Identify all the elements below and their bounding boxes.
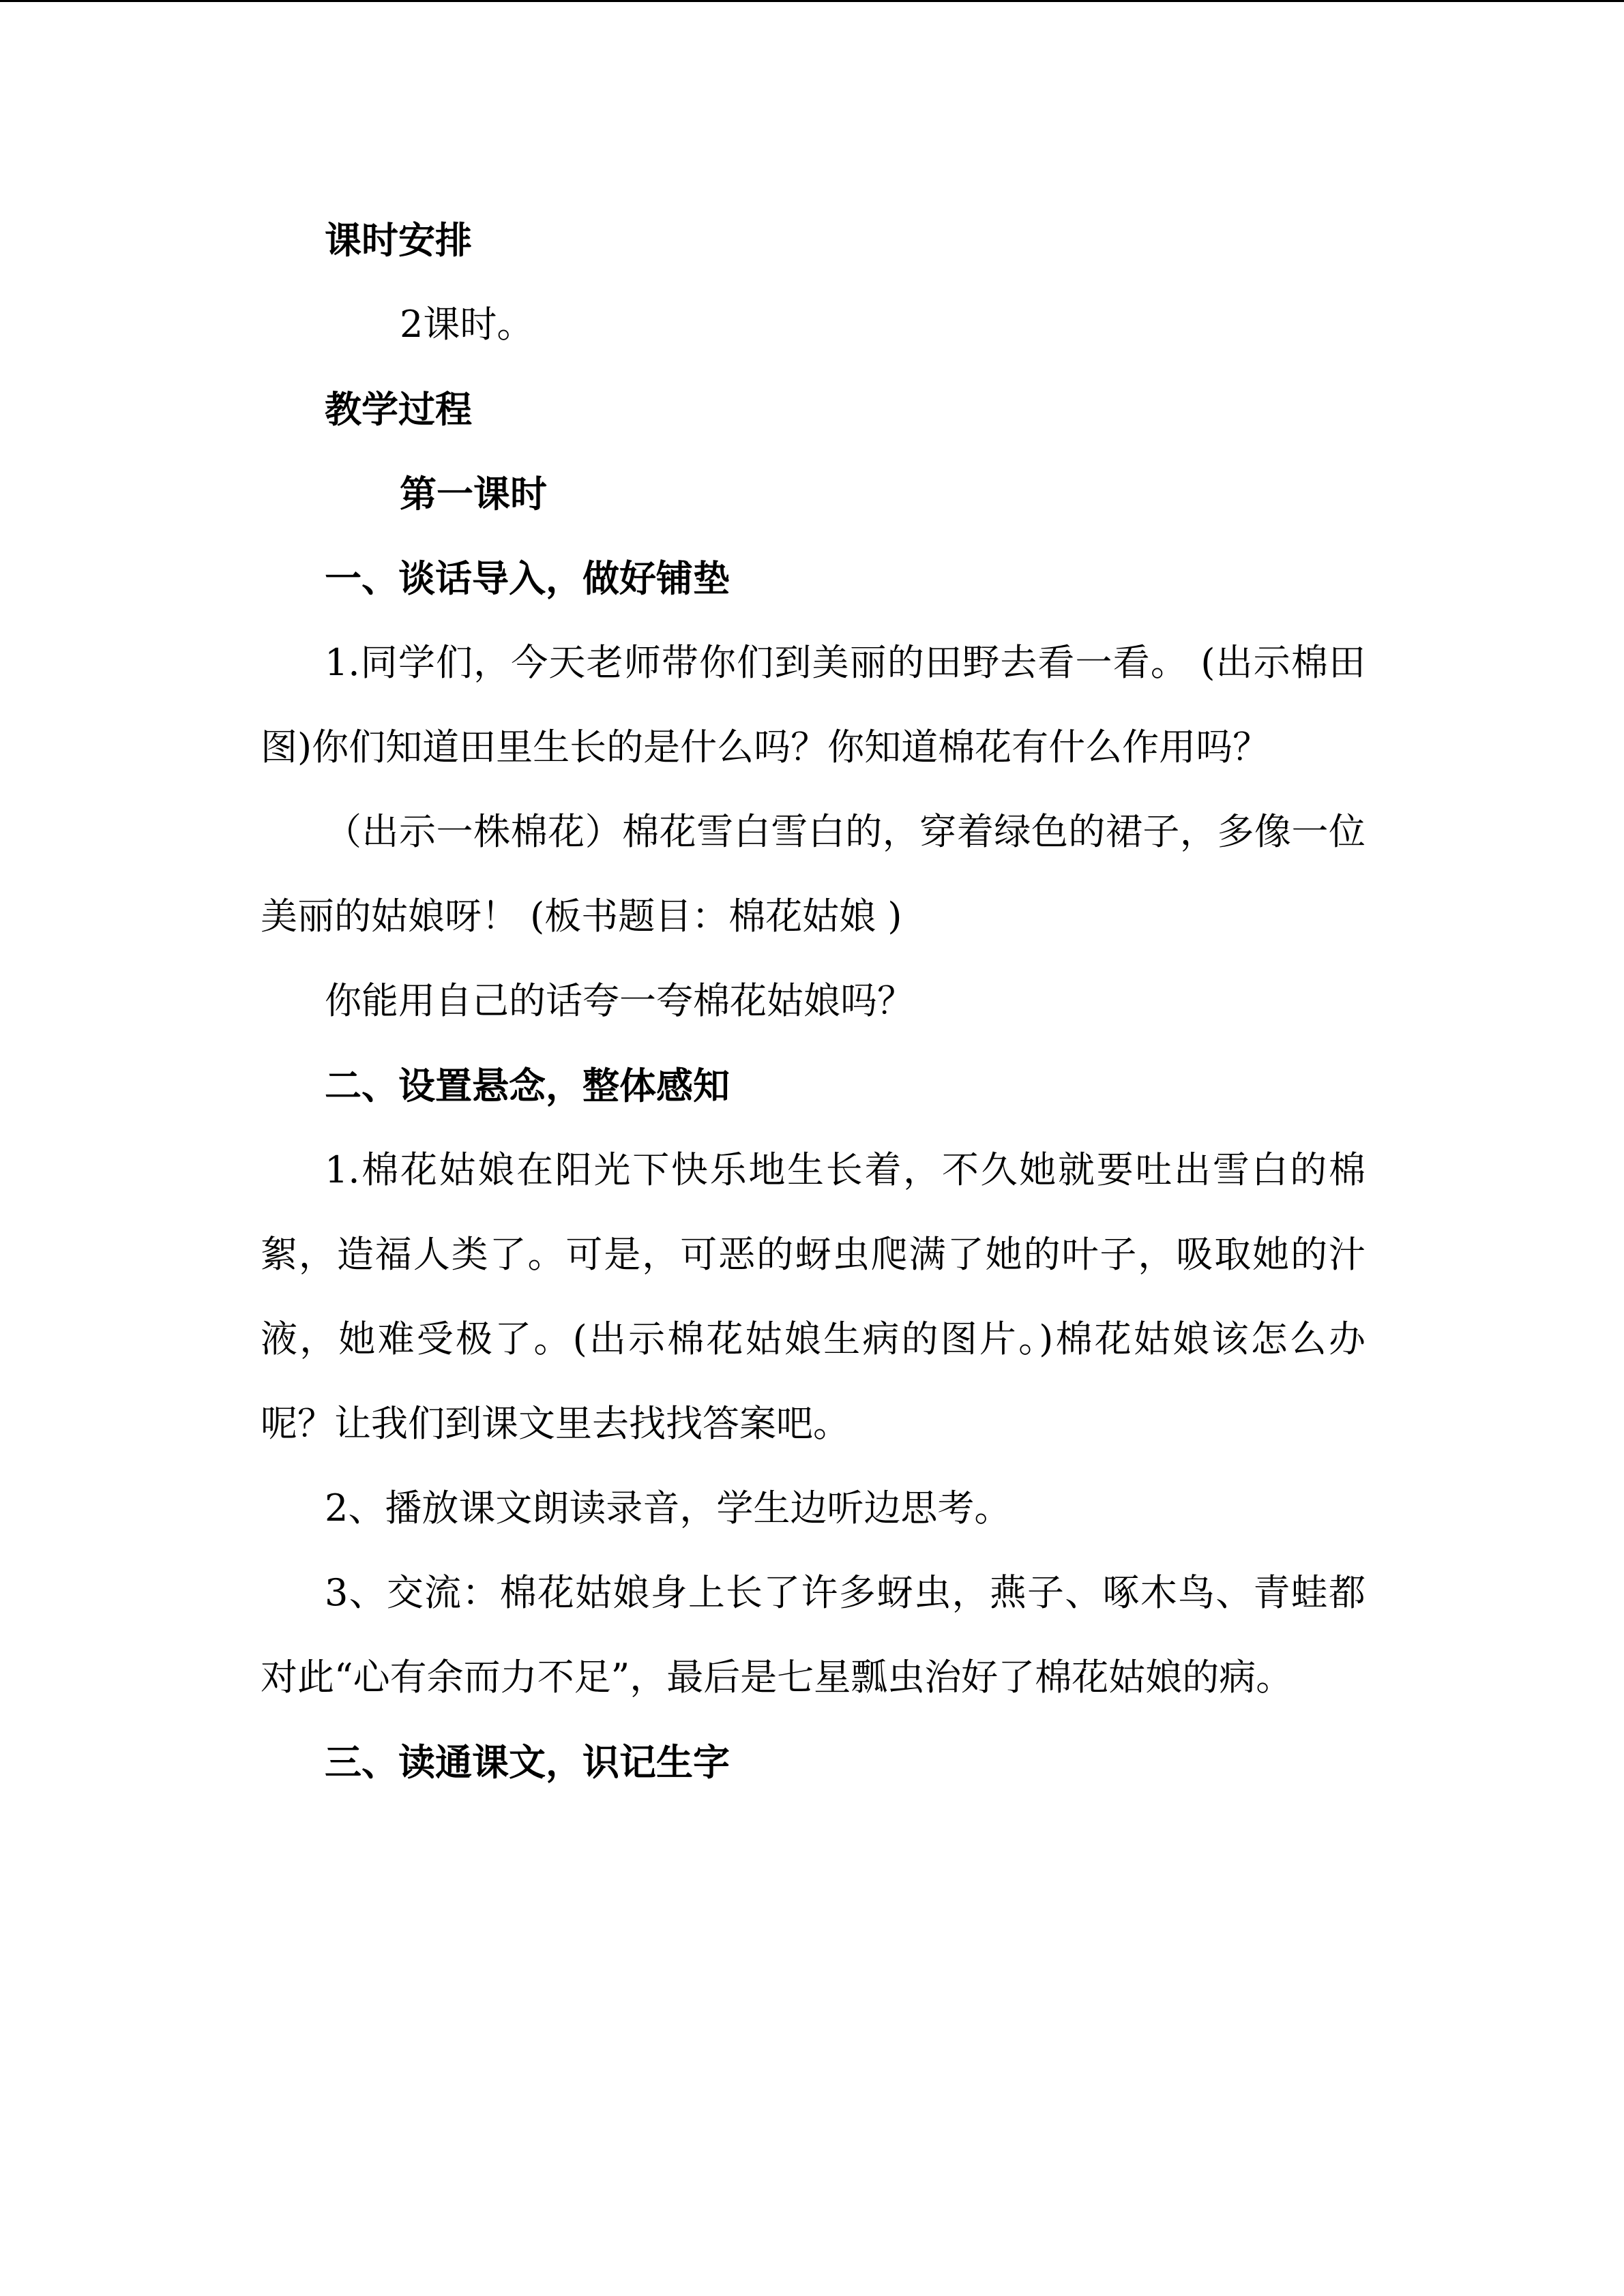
part1-heading: 一、谈话导入，做好铺垫 [325,556,730,600]
document-body [261,198,1365,1804]
lesson-heading: 第一课时 [400,472,547,516]
part2-paragraph-2: 2、播放课文朗读录音，学生边听边思考。 [325,1487,1012,1530]
process-heading: 教学过程 [325,387,472,431]
schedule-text: 2课时。 [400,303,534,346]
part2-heading: 二、设置悬念，整体感知 [325,1064,730,1107]
part2-paragraph-3: 3、交流：棉花姑娘身上长了许多蚜虫，燕子、啄木鸟、青蛙都对此“心有余而力不足”，最后是七星瓢虫治好了棉花姑娘的病。 [261,1571,1365,1699]
part2-paragraph-1: 1.棉花姑娘在阳光下快乐地生长着，不久她就要吐出雪白的棉絮，造福人类了。可是，可恶的蚜虫爬满了她的叶子，吸取她的汁液，她难受极了。(出示棉花姑娘生病的图片。)棉花姑娘该怎么办呢？让我们到课文里去找找答案吧。 [261,1148,1365,1445]
schedule-heading: 课时安排 [325,218,472,262]
part1-paragraph-3: 你能用自己的话夸一夸棉花姑娘吗？ [325,979,914,1022]
part1-paragraph-2: （出示一株棉花）棉花雪白雪白的，穿着绿色的裙子，多像一位美丽的姑娘呀！ (板书题目：棉花姑娘 ) [261,810,1365,938]
part3-heading: 三、读通课文，识记生字 [325,1740,730,1784]
part1-paragraph-1: 1.同学们，今天老师带你们到美丽的田野去看一看。 (出示棉田图)你们知道田里生长的是什么吗？你知道棉花有什么作用吗？ [261,641,1365,769]
top-border-line [0,0,1624,2]
